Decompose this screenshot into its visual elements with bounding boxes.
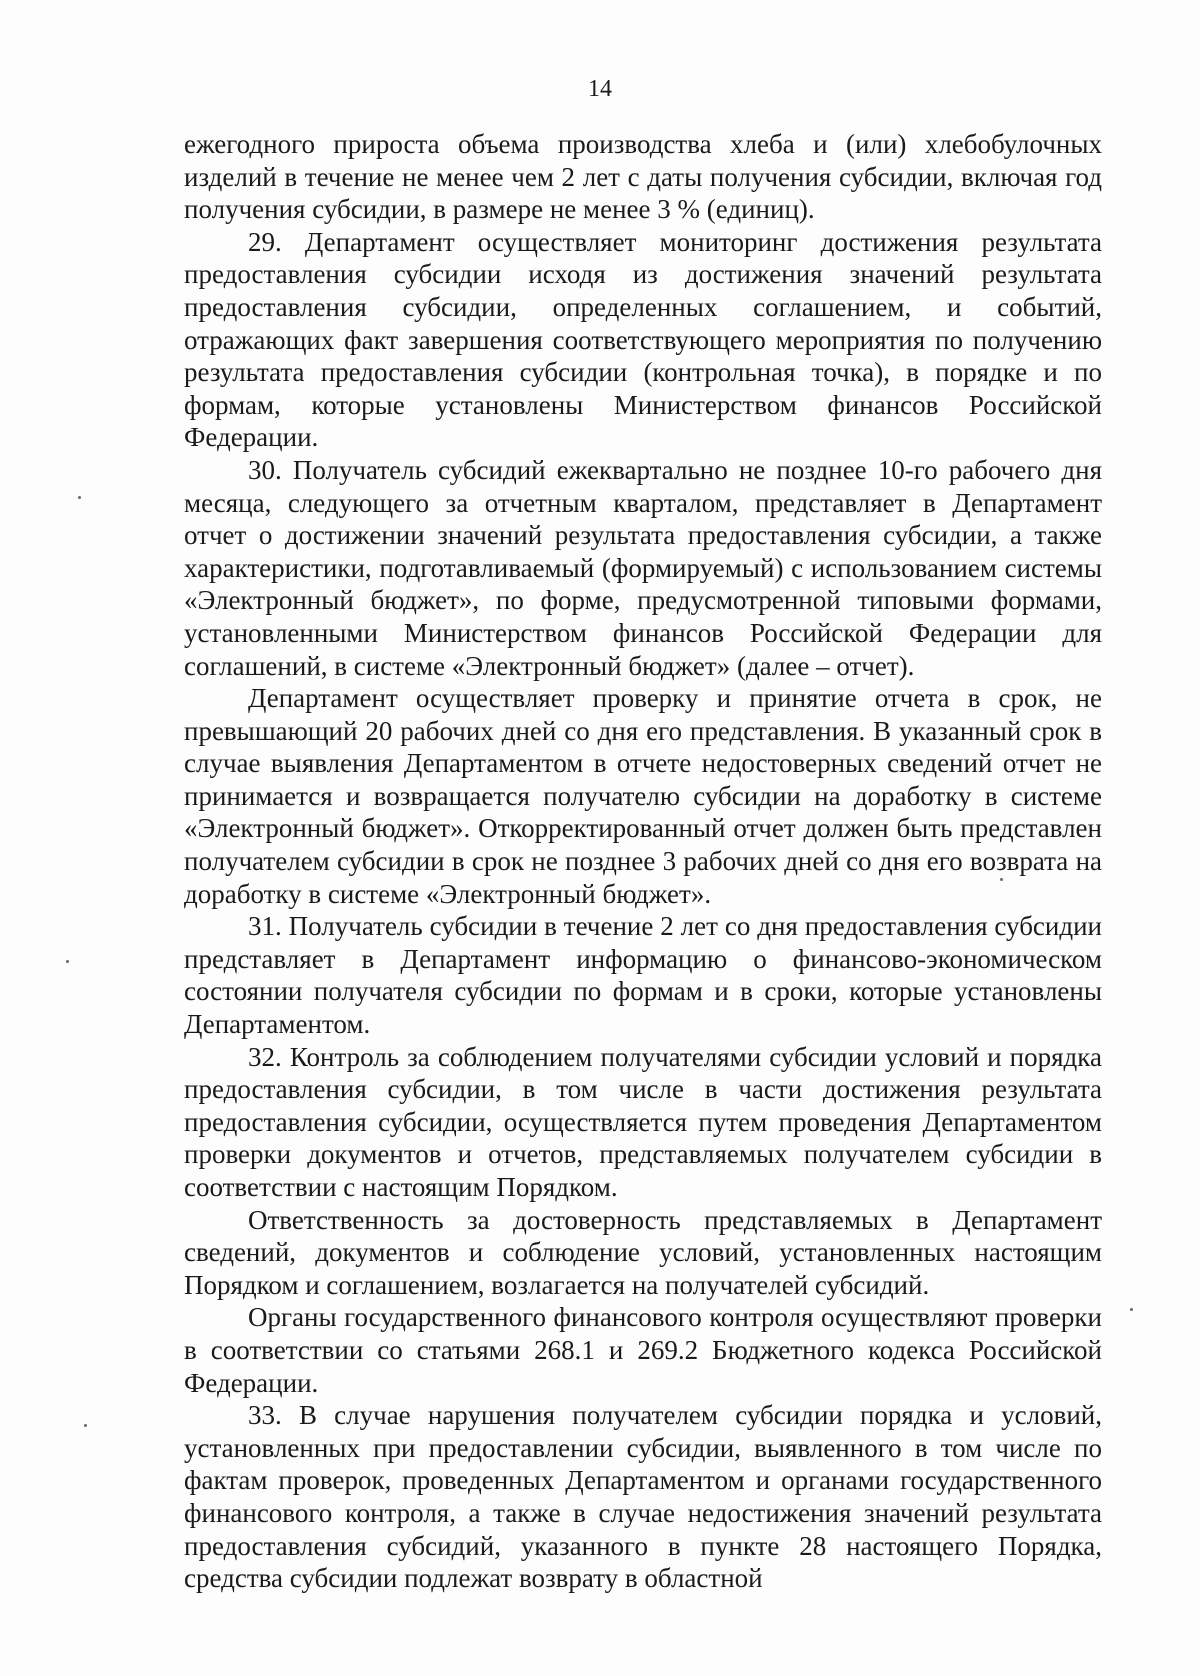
paragraph-item-33: 33. В случае нарушения получателем субсидии порядка и условий, установленных при предоставлении субсидии, выявленного в том числе по фактам проверок, проведенных Департаментом и органами государственного финансового контроля, а также в случае недостижения значений результата предоставления субсидий, указанного в пункте 28 настоящего Порядка, средства субсидии подлежат возврату в областной bbox=[184, 1400, 1102, 1594]
paragraph-item-30-check: Департамент осуществляет проверку и принятие отчета в срок, не превышающий 20 рабочих дней со дня его представления. В указанный срок в случае выявления Департаментом в отчете недостоверных сведений отчет не принимается и возвращается получателю субсидии на доработку в системе «Электронный бюджет». Откорректированный отчет должен быть представлен получателем субсидии в срок не позднее 3 рабочих дней со дня его возврата на доработку в системе «Электронный бюджет». bbox=[184, 683, 1102, 909]
paragraph-item-32-control: Органы государственного финансового контроля осуществляют проверки в соответствии со статьями 268.1 и 269.2 Бюджетного кодекса Российской Федерации. bbox=[184, 1302, 1102, 1398]
scan-speck bbox=[1000, 878, 1003, 881]
scan-speck bbox=[84, 1424, 87, 1427]
paragraph-item-31: 31. Получатель субсидии в течение 2 лет со дня предоставления субсидии представляет в Департамент информацию о финансово-экономическом состоянии получателя субсидии по формам и в сроки, которые установлены Департаментом. bbox=[184, 911, 1102, 1040]
paragraph-item-32-responsibility: Ответственность за достоверность представляемых в Департамент сведений, документов и соблюдение условий, установленных настоящим Порядком и соглашением, возлагается на получателей субсидий. bbox=[184, 1204, 1102, 1300]
page-number: 14 bbox=[588, 76, 612, 102]
scan-speck bbox=[1130, 1308, 1133, 1311]
paragraph-item-30: 30. Получатель субсидий ежеквартально не позднее 10-го рабочего дня месяца, следующего за отчетным кварталом, представляет в Департамент отчет о достижении значений результата предоставления субсидии, а также характеристики, подготавливаемый (формируемый) с использованием системы «Электронный бюджет», по форме, предусмотренной типовыми формами, установленными Министерством финансов Российской Федерации для соглашений, в системе «Электронный бюджет» (далее – отчет). bbox=[184, 454, 1102, 681]
document-body bbox=[184, 128, 1102, 1595]
paragraph-item-32: 32. Контроль за соблюдением получателями субсидии условий и порядка предоставления субсидии, в том числе в части достижения результата предоставления субсидии, осуществляется путем проведения Департаментом проверки документов и отчетов, представляемых получателем субсидии в соответствии с настоящим Порядком. bbox=[184, 1041, 1102, 1202]
paragraph-continuation: ежегодного прироста объема производства хлеба и (или) хлебобулочных изделий в течение не менее чем 2 лет с даты получения субсидии, включая год получения субсидии, в размере не менее 3 % (единиц). bbox=[184, 129, 1102, 225]
scan-speck bbox=[78, 496, 81, 499]
paragraph-item-29: 29. Департамент осуществляет мониторинг достижения результата предоставления субсидии исходя из достижения значений результата предоставления субсидии, определенных соглашением, и событий, отражающих факт завершения соответствующего мероприятия по получению результата предоставления субсидии (контрольная точка), в порядке и по формам, которые установлены Министерством финансов Российской Федерации. bbox=[184, 226, 1102, 453]
scan-speck bbox=[66, 960, 69, 963]
